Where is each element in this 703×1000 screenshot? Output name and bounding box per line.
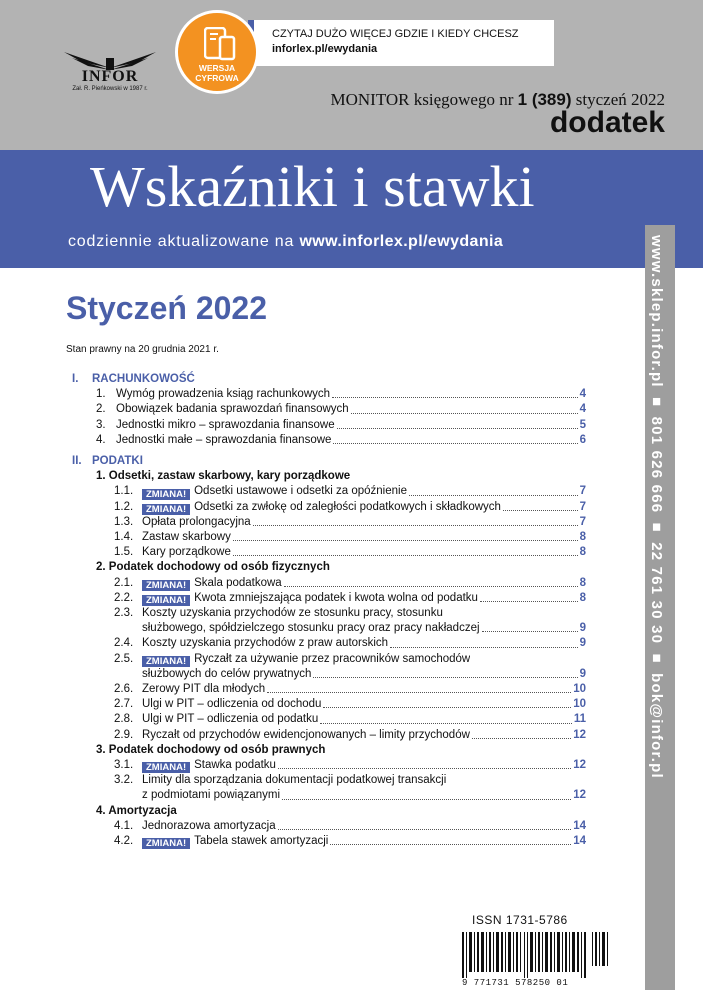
contact-info: www.sklep.infor.pl ■ 801 626 666 ■ 22 761 30 30 ■ bok@infor.pl	[648, 235, 665, 779]
promo-url[interactable]: inforlex.pl/ewydania	[272, 43, 378, 55]
promo-box[interactable]	[248, 20, 554, 66]
change-badge: ZMIANA!	[142, 489, 190, 500]
toc-entry[interactable]: 1. Wymóg prowadzenia ksiąg rachunkowych 4	[96, 388, 586, 401]
monitor-prefix: MONITOR księgowego nr	[330, 90, 514, 109]
section-heading[interactable]: I. RACHUNKOWOŚĆ	[72, 373, 195, 385]
barcode-digits: 9 771731 578250 01	[462, 978, 569, 988]
issn: ISSN 1731-5786	[472, 913, 568, 927]
toc-entry[interactable]: 3.1. ZMIANA! Stawka podatku 12	[114, 759, 586, 774]
digital-version-badge[interactable]	[175, 10, 259, 94]
month-heading: Styczeń 2022	[66, 290, 268, 326]
toc-entry[interactable]: 2.4. Koszty uzyskania przychodów z praw autorskich 9	[114, 637, 586, 650]
subtitle-prefix: codziennie aktualizowane na	[68, 233, 295, 250]
toc-entry[interactable]: 2.2. ZMIANA! Kwota zmniejszająca podatek i kwota wolna od podatku 8	[114, 591, 586, 607]
toc-entry-continuation[interactable]: służbowych do celów prywatnych 9	[142, 667, 586, 680]
toc-entry[interactable]: 2. Obowiązek badania sprawozdań finansowych 4	[96, 403, 586, 416]
table-of-contents	[66, 370, 586, 849]
section-heading[interactable]: II. PODATKI	[72, 455, 143, 468]
badge-line2: CYFROWA	[195, 73, 239, 83]
subtitle-url[interactable]: www.inforlex.pl/ewydania	[299, 233, 504, 250]
toc-entry[interactable]: 1.4. Zastaw skarbowy 8	[114, 531, 586, 544]
toc-entry[interactable]: 2.3. Koszty uzyskania przychodów ze stosunku pracy, stosunku	[114, 607, 443, 620]
badge-line1: WERSJA	[198, 63, 236, 73]
subsection-heading[interactable]: 1. Odsetki, zastaw skarbowy, kary porządkowe	[96, 470, 351, 483]
change-badge: ZMIANA!	[142, 762, 190, 773]
toc-entry[interactable]: 2.7. Ulgi w PIT – odliczenia od dochodu 10	[114, 698, 586, 711]
subsection-heading[interactable]: 3. Podatek dochodowy od osób prawnych	[96, 743, 326, 756]
barcode-icon	[462, 932, 610, 978]
subtitle	[68, 233, 503, 251]
devices-icon	[204, 27, 236, 61]
toc-entry[interactable]: 1.2. ZMIANA! Odsetki za zwłokę od zaległości podatkowych i składkowych 7	[114, 500, 586, 515]
change-badge: ZMIANA!	[142, 580, 190, 591]
logo-name: INFOR	[81, 68, 139, 85]
toc-entry[interactable]: 1.5. Kary porządkowe 8	[114, 546, 586, 559]
toc-entry-continuation[interactable]: z podmiotami powiązanymi 12	[142, 789, 586, 802]
page-title: Wskaźniki i stawki	[90, 154, 535, 219]
issue-date: styczeń 2022	[575, 90, 665, 109]
supplement-label: dodatek	[549, 106, 665, 139]
subsection-heading[interactable]: 4. Amortyzacja	[96, 804, 177, 817]
legal-status-date: Stan prawny na 20 grudnia 2021 r.	[66, 344, 219, 355]
toc-entry[interactable]: 4.2. ZMIANA! Tabela stawek amortyzacji 14	[114, 835, 586, 850]
toc-entry[interactable]: 2.1. ZMIANA! Skala podatkowa 8	[114, 576, 586, 591]
toc-entry[interactable]: 3. Jednostki mikro – sprawozdania finansowe 5	[96, 418, 586, 431]
toc-entry[interactable]: 1.3. Opłata prolongacyjna 7	[114, 515, 586, 528]
toc-entry[interactable]: 4.1. Jednorazowa amortyzacja 14	[114, 819, 586, 832]
issue-number: 1 (389)	[517, 90, 572, 109]
toc-entry[interactable]: 2.6. Zerowy PIT dla młodych 10	[114, 683, 586, 696]
change-badge: ZMIANA!	[142, 838, 190, 849]
toc-entry[interactable]: 1.1. ZMIANA! Odsetki ustawowe i odsetki za opóźnienie 7	[114, 485, 586, 500]
subsection-heading[interactable]: 2. Podatek dochodowy od osób fizycznych	[96, 561, 330, 574]
infor-logo	[60, 50, 160, 92]
toc-entry[interactable]: 4. Jednostki małe – sprawozdania finansowe 6	[96, 433, 586, 446]
toc-entry[interactable]: 3.2. Limity dla sporządzania dokumentacji podatkowej transakcji	[114, 774, 447, 787]
change-badge: ZMIANA!	[142, 595, 190, 606]
toc-entry[interactable]: 2.5. ZMIANA! Ryczałt za używanie przez pracowników samochodów	[114, 652, 471, 667]
toc-entry[interactable]: 2.9. Ryczałt od przychodów ewidencjonowanych – limity przychodów 12	[114, 728, 586, 741]
change-badge: ZMIANA!	[142, 504, 190, 515]
toc-entry[interactable]: 2.8. Ulgi w PIT – odliczenia od podatku 11	[114, 713, 586, 726]
logo-sub: Zał. R. Pieńkowski w 1987 r.	[72, 86, 148, 92]
toc-entry-continuation[interactable]: służbowego, spółdzielczego stosunku pracy oraz pracy nakładczej 9	[142, 622, 586, 635]
change-badge: ZMIANA!	[142, 656, 190, 667]
promo-line1: CZYTAJ DUŻO WIĘCEJ GDZIE I KIEDY CHCESZ	[272, 28, 519, 40]
